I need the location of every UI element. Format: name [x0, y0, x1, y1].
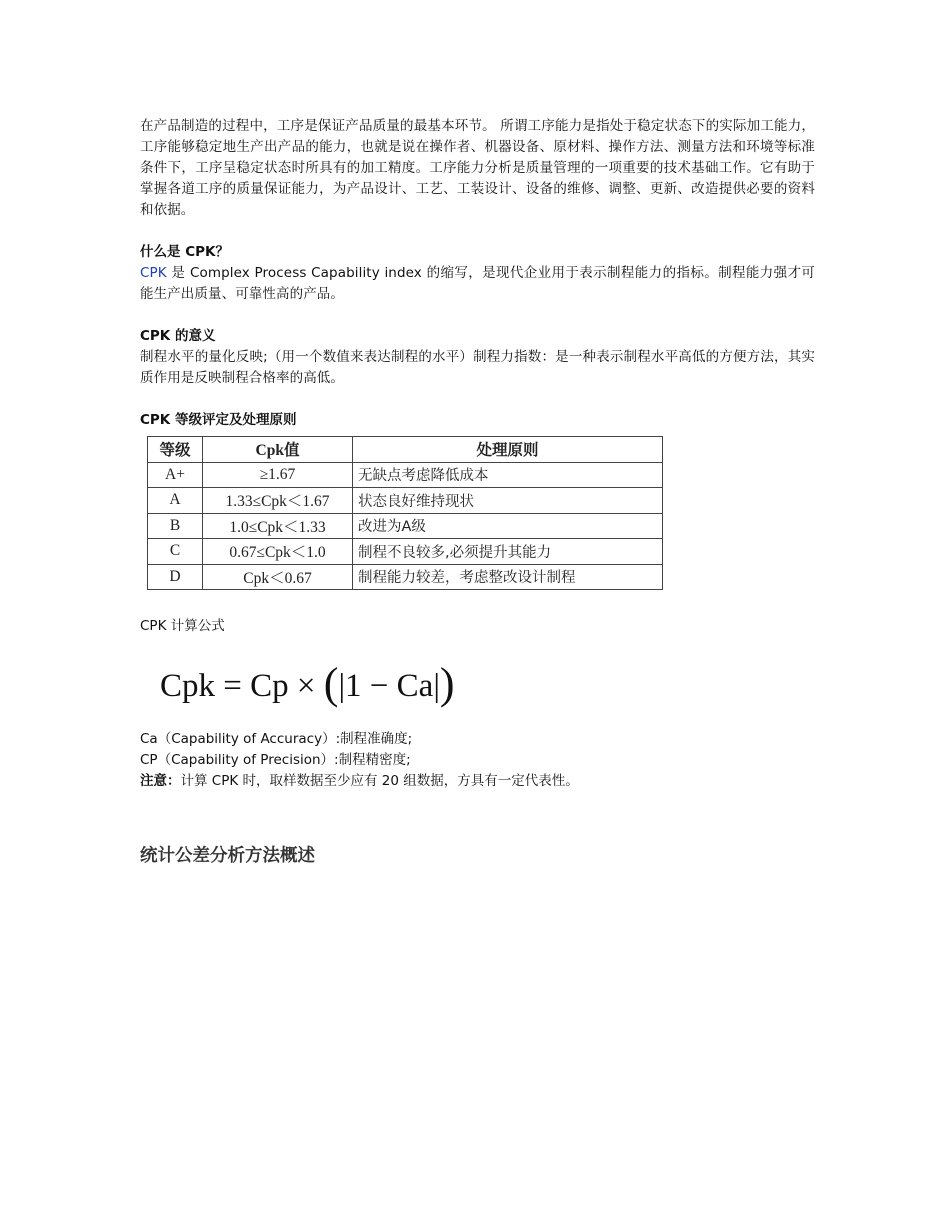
formula-inner: |1 − Ca|: [338, 668, 440, 704]
cpk-range-cell: 1.33≤Cpk＜1.67: [203, 488, 353, 514]
table-header-row: [148, 437, 663, 463]
formula-cp: Cp: [250, 668, 289, 704]
table-row: [148, 539, 663, 565]
grade-cell: C: [148, 539, 203, 565]
formula-times: ×: [288, 668, 324, 704]
definitions-block: [140, 729, 815, 792]
cpk-grading-table: [147, 436, 663, 590]
principle-cell: 改进为A级: [353, 513, 663, 539]
note-line: [140, 771, 815, 792]
header-cpk-value: Cpk值: [203, 437, 353, 463]
principle-cell: 状态良好维持现状: [353, 488, 663, 514]
cpk-range-cell: 1.0≤Cpk＜1.33: [203, 513, 353, 539]
principle-cell: 制程不良较多,必须提升其能力: [353, 539, 663, 565]
cp-definition: CP（Capability of Precision）:制程精密度;: [140, 752, 411, 768]
table-row: [148, 513, 663, 539]
formula-label: CPK 计算公式: [140, 618, 225, 634]
cpk-meaning-heading: CPK 的意义: [140, 328, 216, 344]
intro-paragraph: 在产品制造的过程中，工序是保证产品质量的最基本环节。 所谓工序能力是指处于稳定状态下的实际加工能力，工序能够稳定地生产出产品的能力，也就是说在操作者、机器设备、原材料、操作方法、测量方法和环境等标准条件下，工序呈稳定状态时所具有的加工精度。工序能力分析是质量管理的一项重要的技术基础工作。它有助于掌握各道工序的质量保证能力，为产品设计、工艺、工装设计、设备的维修、调整、更新、改造提供必要的资料和依据。: [140, 118, 815, 218]
cpk-formula: [160, 659, 815, 709]
cpk-range-cell: ≥1.67: [203, 462, 353, 488]
principle-cell: 无缺点考虑降低成本: [353, 462, 663, 488]
formula-close-paren: ): [439, 659, 455, 708]
ca-definition: Ca（Capability of Accuracy）:制程准确度;: [140, 731, 413, 747]
note-text: 计算 CPK 时，取样数据至少应有 20 组数据，方具有一定代表性。: [180, 773, 579, 789]
cpk-range-cell: Cpk＜0.67: [203, 564, 353, 590]
grade-cell: A: [148, 488, 203, 514]
table-row: [148, 462, 663, 488]
principle-cell: 制程能力较差，考虑整改设计制程: [353, 564, 663, 590]
formula-equals: =: [215, 668, 251, 704]
header-handling-principle: 处理原则: [353, 437, 663, 463]
grade-cell: A+: [148, 462, 203, 488]
cpk-grading-heading: CPK 等级评定及处理原则: [140, 412, 297, 428]
cpk-grading-table-image: [147, 436, 815, 590]
cpk-meaning-paragraph: 制程水平的量化反映;（用一个数值来表达制程的水平）制程力指数：是一种表示制程水平高低的方便方法，其实质作用是反映制程合格率的高低。: [140, 349, 815, 386]
cpk-range-cell: 0.67≤Cpk＜1.0: [203, 539, 353, 565]
what-is-cpk-heading: 什么是 CPK？: [140, 244, 229, 260]
grade-cell: B: [148, 513, 203, 539]
formula-lhs: Cpk: [160, 668, 216, 704]
table-row: [148, 564, 663, 590]
table-row: [148, 488, 663, 514]
cpk-link[interactable]: CPK: [140, 265, 167, 281]
formula-open-paren: (: [323, 659, 339, 708]
grade-cell: D: [148, 564, 203, 590]
note-label: 注意：: [140, 773, 181, 789]
section-title: 统计公差分析方法概述: [140, 846, 315, 866]
what-is-cpk-paragraph: [140, 263, 815, 305]
document-content: [140, 116, 815, 869]
what-is-cpk-text: 是 Complex Process Capability index 的缩写，是现代企业用于表示制程能力的指标。制程能力强才可能生产出质量、可靠性高的产品。: [140, 265, 815, 302]
header-grade: 等级: [148, 437, 203, 463]
